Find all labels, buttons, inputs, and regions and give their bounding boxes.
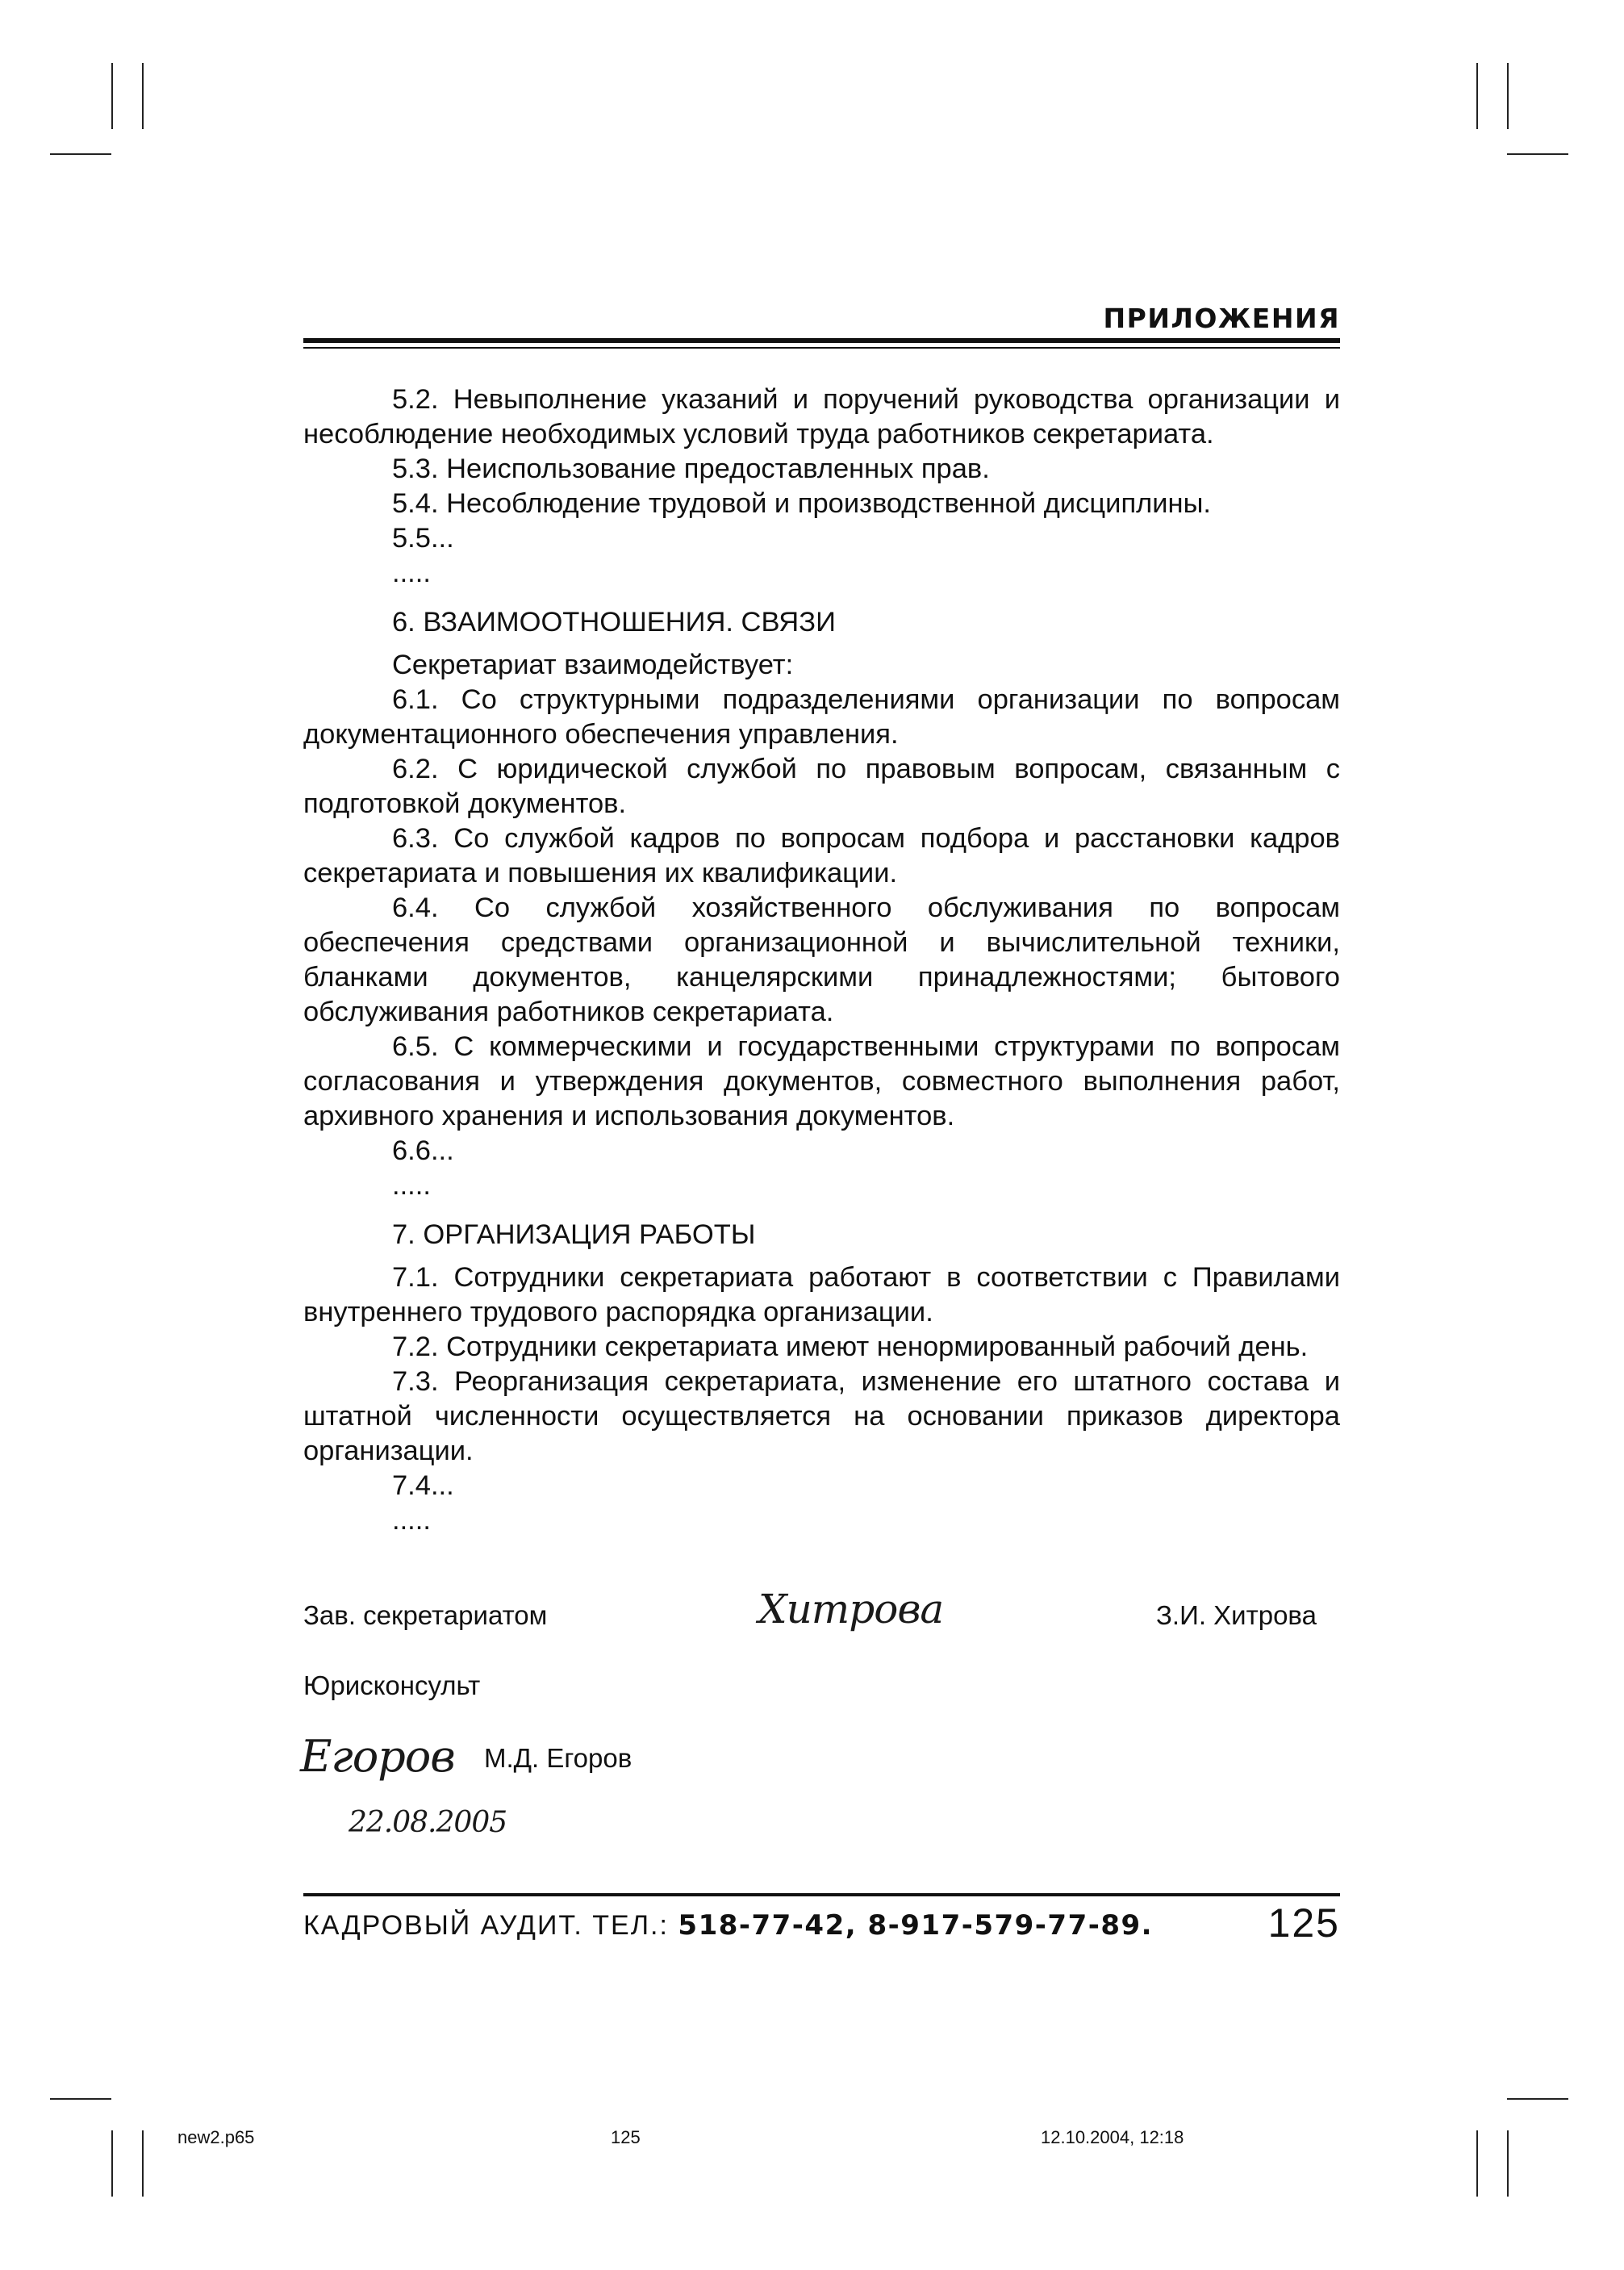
crop-mark: [111, 63, 113, 129]
lawyer-title: Юрисконсульт: [303, 1670, 481, 1700]
crop-mark: [1476, 63, 1478, 129]
paragraph-6-5: 6.5. С коммерческими и государственными структурами по вопросам согласования и утверждения документов, совместного выполнения работ, архивного хранения и использования документов.: [303, 1031, 1340, 1131]
head-name: З.И. Хитрова: [1156, 1600, 1317, 1630]
ellipsis-7: .....: [392, 1505, 431, 1536]
paragraph-7-3: 7.3. Реорганизация секретариата, изменение его штатного состава и штатной численности осуществляется на основании приказов директора организации.: [303, 1366, 1340, 1466]
paragraph-7-1: 7.1. Сотрудники секретариата работают в соответствии с Правилами внутреннего трудового распорядка организации.: [303, 1262, 1340, 1327]
head-title: Зав. секретариатом: [303, 1600, 548, 1630]
crop-mark: [1507, 2130, 1509, 2197]
header-rule-thin: [303, 347, 1340, 349]
header-rule-thick: [303, 338, 1340, 343]
paragraph-6-6: 6.6...: [392, 1135, 454, 1166]
crop-mark: [111, 2130, 113, 2197]
paragraph-7-4: 7.4...: [392, 1470, 454, 1501]
slug-filename: new2.p65: [177, 2127, 255, 2147]
footer-rule: [303, 1893, 1340, 1896]
document-body: [303, 383, 1340, 1538]
paragraph-5-3: 5.3. Неиспользование предоставленных прав.: [392, 454, 990, 484]
slug-page: 125: [611, 2127, 641, 2147]
crop-mark: [50, 2098, 111, 2100]
ellipsis-5: .....: [392, 558, 431, 588]
paragraph-7-2: 7.2. Сотрудники секретариата имеют ненормированный рабочий день.: [392, 1331, 1309, 1362]
crop-mark: [1507, 63, 1509, 129]
crop-mark: [1507, 153, 1568, 155]
crop-mark: [142, 2130, 144, 2197]
crop-mark: [50, 153, 111, 155]
footer-label: КАДРОВЫЙ АУДИТ. ТЕЛ.:: [303, 1910, 669, 1941]
footer-contact: [303, 1909, 1153, 1942]
paragraph-5-2: 5.2. Невыполнение указаний и поручений руководства организации и несоблюдение необходимых условий труда работников секретариата.: [303, 384, 1340, 449]
paragraph-6-2: 6.2. С юридической службой по правовым вопросам, связанным с подготовкой документов.: [303, 754, 1340, 819]
crop-mark: [142, 63, 144, 129]
head-signature: Хитрова: [758, 1586, 944, 1632]
signature-date: 22.08.2005: [349, 1806, 507, 1839]
ellipsis-6: .....: [392, 1170, 431, 1201]
paragraph-6-1: 6.1. Со структурными подразделениями организации по вопросам документационного обеспечения управления.: [303, 684, 1340, 750]
slug-timestamp: 12.10.2004, 12:18: [1041, 2127, 1184, 2147]
section-6-heading: 6. ВЗАИМООТНОШЕНИЯ. СВЯЗИ: [392, 607, 836, 638]
section-6-intro: Секретариат взаимодействует:: [392, 650, 794, 680]
running-header-title: ПРИЛОЖЕНИЯ: [1103, 303, 1340, 334]
paragraph-5-4: 5.4. Несоблюдение трудовой и производственной дисциплины.: [392, 488, 1211, 519]
section-7-heading: 7. ОРГАНИЗАЦИЯ РАБОТЫ: [392, 1219, 756, 1250]
footer-phones: 518-77-42, 8-917-579-77-89.: [678, 1909, 1154, 1942]
crop-mark: [1507, 2098, 1568, 2100]
lawyer-signature: Егоров: [300, 1731, 455, 1782]
paragraph-6-4: 6.4. Со службой хозяйственного обслуживания по вопросам обеспечения средствами организационной и вычислительной техники, бланками документов, канцелярскими принадлежностями; бытового обслуживания работников секретариата.: [303, 893, 1340, 1027]
page-number: 125: [1267, 1900, 1340, 1946]
crop-mark: [1476, 2130, 1478, 2197]
paragraph-5-5: 5.5...: [392, 523, 454, 554]
paragraph-6-3: 6.3. Со службой кадров по вопросам подбора и расстановки кадров секретариата и повышения их квалификации.: [303, 823, 1340, 888]
lawyer-name: М.Д. Егоров: [484, 1743, 632, 1773]
